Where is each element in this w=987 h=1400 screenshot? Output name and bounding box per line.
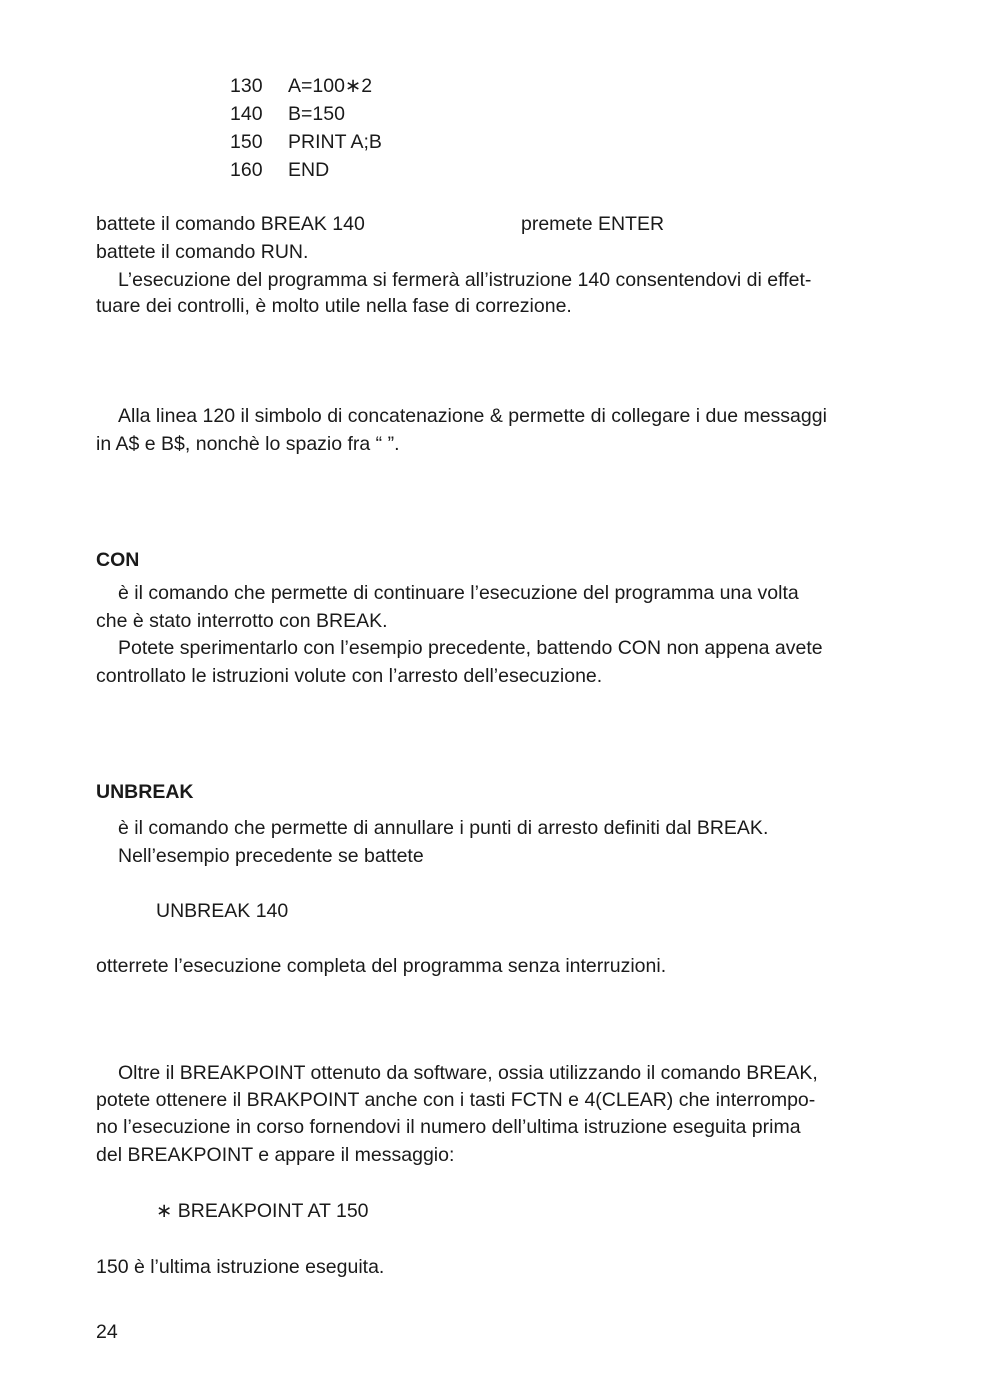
instruction-line: battete il comando RUN.	[96, 241, 309, 263]
breakpoint-message: ∗ BREAKPOINT AT 150	[156, 1200, 369, 1222]
paragraph-line: no l’esecuzione in corso fornendovi il numero dell’ultima istruzione eseguita prima	[96, 1116, 801, 1138]
code-line	[230, 156, 329, 184]
paragraph-line: L’esecuzione del programma si fermerà all’istruzione 140 consentendovi di effet-	[118, 269, 812, 291]
line-number: 150	[230, 131, 263, 153]
code-line	[230, 128, 382, 156]
paragraph-line: Potete sperimentarlo con l’esempio precedente, battendo CON non appena avete	[118, 637, 823, 659]
line-number: 130	[230, 75, 263, 97]
statement: B=150	[288, 103, 345, 125]
section-heading-con: CON	[96, 549, 140, 571]
code-example: UNBREAK 140	[156, 900, 289, 922]
paragraph-line: è il comando che permette di annullare i punti di arresto definiti dal BREAK.	[118, 817, 769, 839]
statement: PRINT A;B	[288, 131, 382, 153]
paragraph-line: del BREAKPOINT e appare il messaggio:	[96, 1144, 455, 1166]
statement: A=100∗2	[288, 75, 373, 97]
paragraph-line: controllato le istruzioni volute con l’arresto dell’esecuzione.	[96, 665, 603, 687]
paragraph-line: Oltre il BREAKPOINT ottenuto da software, ossia utilizzando il comando BREAK,	[118, 1062, 818, 1084]
page-number: 24	[96, 1321, 118, 1343]
line-number: 140	[230, 103, 263, 125]
paragraph-line: tuare dei controlli, è molto utile nella fase di correzione.	[96, 295, 572, 317]
section-heading-unbreak: UNBREAK	[96, 781, 194, 803]
statement: END	[288, 159, 330, 181]
code-line	[230, 72, 372, 100]
code-line	[230, 100, 345, 128]
paragraph-line: in A$ e B$, nonchè lo spazio fra “ ”.	[96, 433, 400, 455]
instruction-line: battete il comando BREAK 140	[96, 213, 365, 235]
paragraph-line: 150 è l’ultima istruzione eseguita.	[96, 1256, 385, 1278]
paragraph-line: che è stato interrotto con BREAK.	[96, 610, 388, 632]
line-number: 160	[230, 159, 263, 181]
paragraph-line: Nell’esempio precedente se battete	[118, 845, 424, 867]
paragraph-line: è il comando che permette di continuare l’esecuzione del programma una volta	[118, 582, 799, 604]
paragraph-line: potete ottenere il BRAKPOINT anche con i tasti FCTN e 4(CLEAR) che interrompo-	[96, 1089, 816, 1111]
paragraph-line: otterrete l’esecuzione completa del programma senza interruzioni.	[96, 955, 667, 977]
paragraph-line: Alla linea 120 il simbolo di concatenazione & permette di collegare i due messaggi	[118, 405, 827, 427]
instruction-line-right: premete ENTER	[521, 213, 665, 235]
